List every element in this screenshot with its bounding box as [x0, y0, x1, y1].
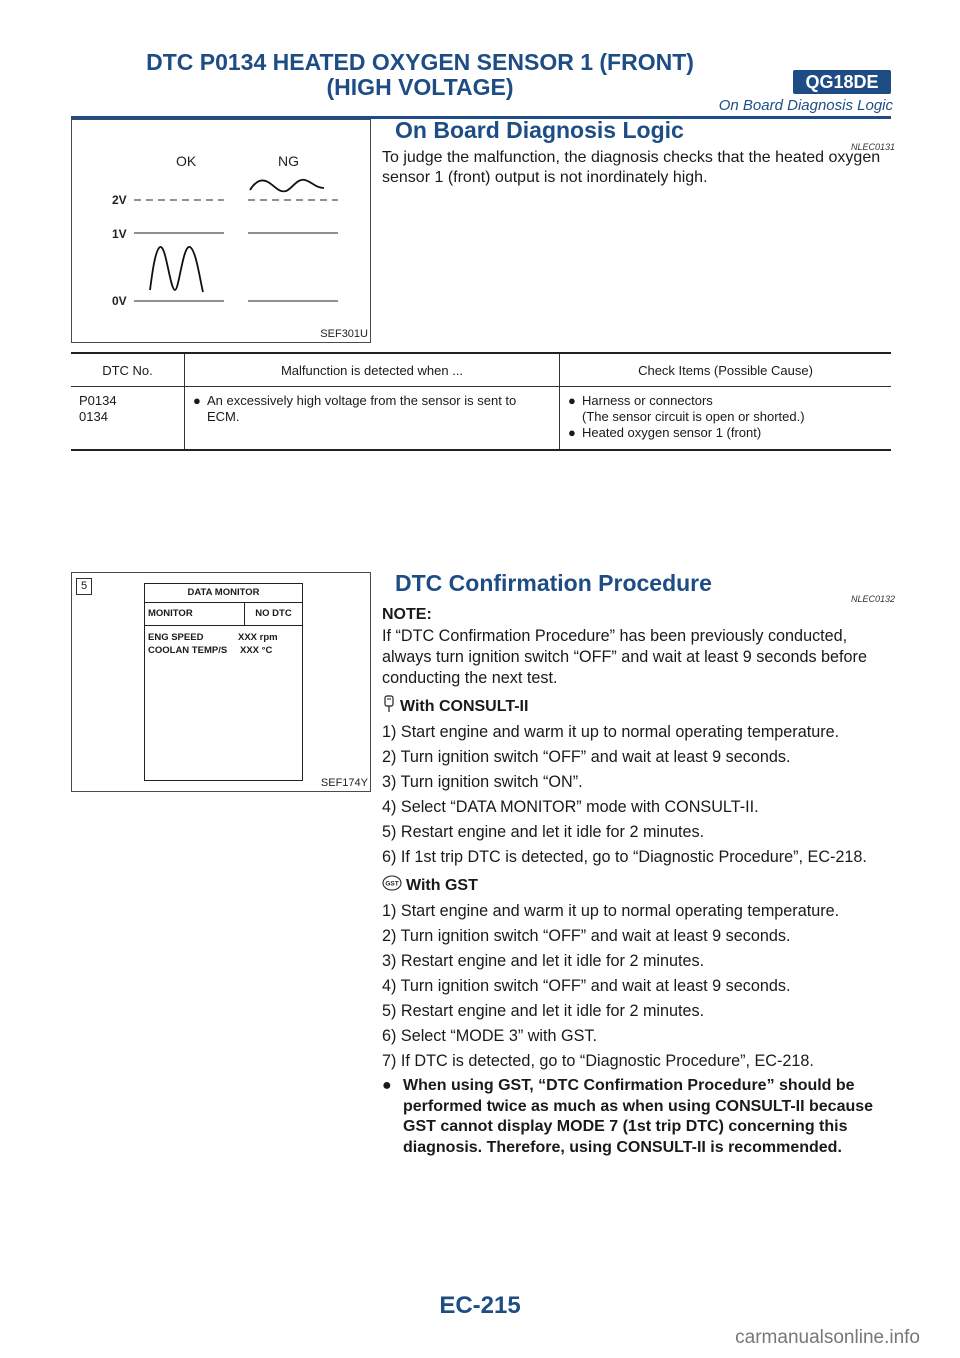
page-number: EC-215 — [439, 1292, 521, 1319]
malfunction-text: An excessively high voltage from the sensor is sent to ECM. — [207, 393, 517, 424]
waveform-figure — [71, 119, 371, 343]
consult-step: 4) Select “DATA MONITOR” mode with CONSULT-II. — [382, 798, 759, 816]
consult-step: 6) If 1st trip DTC is detected, go to “Diagnostic Procedure”, EC-218. — [382, 848, 867, 866]
gst-step: 4) Turn ignition switch “OFF” and wait at least 9 seconds. — [382, 977, 791, 995]
engine-badge: QG18DE — [793, 70, 891, 94]
monitor-row-coolant-temp — [145, 645, 302, 656]
check-item-harness: Harness or connectors — [582, 393, 713, 408]
bullet-icon: ● — [568, 393, 576, 408]
axis-0v-label: 0V — [112, 294, 127, 308]
ng-waveform — [250, 180, 324, 192]
ok-waveform — [150, 247, 203, 292]
check-items-cell — [560, 387, 892, 451]
axis-2v-label: 2V — [112, 193, 127, 207]
coolant-temp-label: COOLAN TEMP/S — [148, 645, 228, 656]
section1-code: NLEC0131 — [851, 142, 896, 152]
gst-step: 7) If DTC is detected, go to “Diagnostic Procedure”, EC-218. — [382, 1052, 814, 1070]
no-dtc-tab: NO DTC — [255, 608, 292, 619]
axis-1v-label: 1V — [112, 227, 127, 241]
page-subtitle: On Board Diagnosis Logic — [718, 97, 893, 114]
section1-title: On Board Diagnosis Logic — [395, 117, 684, 143]
gst-step: 6) Select “MODE 3” with GST. — [382, 1027, 597, 1045]
gst-warning-text: When using GST, “DTC Confirmation Procedure” should be performed twice as much as when using CONSULT-II because GST cannot display MODE 7 (1st trip DTC) concerning this diagnosis. Therefore, using CONSULT-II is recommended. — [403, 1077, 874, 1156]
gst-warning — [382, 1076, 892, 1158]
check-item-harness-note: (The sensor circuit is open or shorted.) — [582, 409, 805, 424]
dtc-table — [71, 352, 891, 451]
note-label: NOTE: — [382, 606, 432, 623]
data-monitor-figure — [71, 572, 371, 792]
gst-heading — [382, 874, 892, 897]
consult-heading — [382, 695, 892, 718]
dtc-code: P0134 — [79, 393, 117, 408]
gst-heading-text: With GST — [406, 876, 478, 894]
monitor-tabs — [145, 603, 302, 626]
gst-step: 1) Start engine and warm it up to normal operating temperature. — [382, 902, 840, 920]
page-title-line1: DTC P0134 HEATED OXYGEN SENSOR 1 (FRONT) — [146, 49, 694, 75]
table-row — [71, 387, 891, 451]
coolant-temp-value: XXX °C — [240, 645, 273, 656]
section2-title: DTC Confirmation Procedure — [395, 570, 712, 596]
bullet-icon: ● — [382, 1077, 392, 1094]
monitor-header: DATA MONITOR — [145, 584, 302, 603]
monitor-row-eng-speed — [145, 632, 302, 643]
consult-step: 5) Restart engine and let it idle for 2 minutes. — [382, 823, 705, 841]
bullet-icon: ● — [193, 393, 201, 408]
consult-step: 3) Turn ignition switch “ON”. — [382, 773, 583, 791]
malfunction-cell — [185, 387, 560, 451]
gst-step: 2) Turn ignition switch “OFF” and wait at least 9 seconds. — [382, 927, 791, 945]
consult-step: 1) Start engine and warm it up to normal operating temperature. — [382, 723, 840, 741]
consult-tool-icon — [382, 695, 396, 718]
table-header-row — [71, 353, 891, 387]
check-item-sensor: Heated oxygen sensor 1 (front) — [582, 425, 762, 440]
page-title — [60, 50, 780, 100]
section2-code: NLEC0132 — [851, 594, 896, 604]
consult-heading-text: With CONSULT-II — [400, 697, 529, 715]
figure1-label: SEF301U — [320, 328, 368, 340]
gst-step: 5) Restart engine and let it idle for 2 minutes. — [382, 1002, 705, 1020]
figure-marker — [76, 578, 92, 595]
monitor-screen — [144, 583, 303, 781]
table-header-malfunction: Malfunction is detected when ... — [185, 353, 560, 387]
gst-tool-icon — [382, 874, 402, 897]
figure2-label: SEF174Y — [320, 777, 368, 789]
dtc-code-short: 0134 — [79, 409, 108, 424]
monitor-tab: MONITOR — [145, 603, 245, 625]
dtc-cell — [71, 387, 185, 451]
eng-speed-label: ENG SPEED — [148, 632, 204, 643]
table-header-dtc: DTC No. — [71, 353, 185, 387]
ok-label: OK — [176, 153, 197, 169]
section1-body: To judge the malfunction, the diagnosis checks that the heated oxygen sensor 1 (front) output is not inordinately high. — [382, 149, 881, 186]
ng-label: NG — [278, 153, 299, 169]
table-header-check-items: Check Items (Possible Cause) — [560, 353, 892, 387]
gst-icon-text: GST — [385, 880, 399, 888]
watermark: carmanualsonline.info — [735, 1327, 920, 1348]
waveform-diagram — [72, 120, 370, 342]
consult-step: 2) Turn ignition switch “OFF” and wait at least 9 seconds. — [382, 748, 791, 766]
confirmation-procedure — [382, 606, 892, 1158]
bullet-icon: ● — [568, 425, 576, 440]
page-title-line2: (HIGH VOLTAGE) — [326, 74, 514, 100]
figure-marker-number: 5 — [80, 580, 88, 592]
eng-speed-value: XXX rpm — [238, 632, 278, 643]
note-body: If “DTC Confirmation Procedure” has been previously conducted, always turn ignition switch “OFF” and wait at least 9 seconds before conducting the next test. — [382, 627, 867, 687]
gst-step: 3) Restart engine and let it idle for 2 minutes. — [382, 952, 705, 970]
